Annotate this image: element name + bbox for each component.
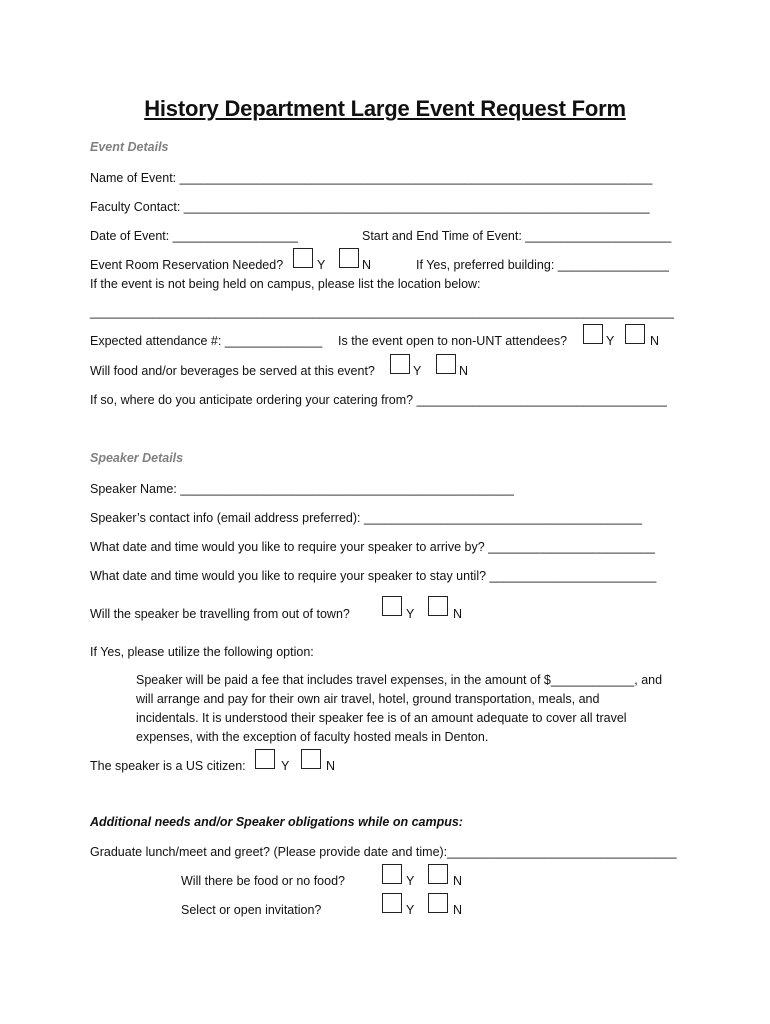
invitation-type-label: Select or open invitation?	[181, 903, 322, 917]
attendance-field[interactable]: Expected attendance #: ______________	[90, 334, 323, 348]
speaker-stay-field[interactable]: What date and time would you like to require your speaker to stay until? ________________________	[90, 569, 657, 583]
form-title: History Department Large Event Request Form	[144, 96, 626, 121]
additional-needs-heading: Additional needs and/or Speaker obligations while on campus:	[90, 815, 463, 829]
offcampus-instruction: If the event is not being held on campus, please list the location below:	[90, 277, 481, 291]
room-reservation-label: Event Room Reservation Needed?	[90, 258, 284, 272]
yes-label: Y	[413, 364, 422, 378]
yes-label: Y	[606, 334, 615, 348]
non-unt-yes-checkbox[interactable]	[583, 324, 603, 344]
speaker-travel-yes-checkbox[interactable]	[382, 596, 402, 616]
yes-label: Y	[281, 759, 290, 773]
food-or-no-food-no-checkbox[interactable]	[428, 864, 448, 884]
no-label: N	[453, 607, 463, 621]
non-unt-no-checkbox[interactable]	[625, 324, 645, 344]
us-citizen-no-checkbox[interactable]	[301, 749, 321, 769]
preferred-building-field[interactable]: If Yes, preferred building: ________________	[416, 258, 669, 272]
no-label: N	[326, 759, 336, 773]
food-served-yes-checkbox[interactable]	[390, 354, 410, 374]
speaker-name-field[interactable]: Speaker Name: ________________________________________________	[90, 482, 515, 496]
us-citizen-yes-checkbox[interactable]	[255, 749, 275, 769]
no-label: N	[362, 258, 372, 272]
catering-field[interactable]: If so, where do you anticipate ordering your catering from? ____________________________________	[90, 393, 667, 407]
yes-label: Y	[317, 258, 326, 272]
room-reservation-yes-checkbox[interactable]	[293, 248, 313, 268]
paragraph-line: will arrange and pay for their own air travel, hotel, ground transportation, meals, and	[136, 692, 600, 706]
speaker-arrive-field[interactable]: What date and time would you like to require your speaker to arrive by? ________________________	[90, 540, 655, 554]
food-or-no-food-yes-checkbox[interactable]	[382, 864, 402, 884]
offcampus-location-field[interactable]: ____________________________________________________________________________________	[90, 305, 674, 319]
food-or-no-food-label: Will there be food or no food?	[181, 874, 345, 888]
us-citizen-label: The speaker is a US citizen:	[90, 759, 246, 773]
faculty-contact-field[interactable]: Faculty Contact: ___________________________________________________________________	[90, 200, 650, 214]
no-label: N	[453, 903, 463, 917]
graduate-lunch-field[interactable]: Graduate lunch/meet and greet? (Please provide date and time):_________________________________	[90, 845, 677, 859]
no-label: N	[459, 364, 469, 378]
speaker-fee-paragraph	[136, 671, 696, 747]
event-time-field[interactable]: Start and End Time of Event: _____________________	[362, 229, 672, 243]
yes-label: Y	[406, 607, 415, 621]
event-date-field[interactable]: Date of Event: __________________	[90, 229, 298, 243]
speaker-contact-field[interactable]: Speaker’s contact info (email address preferred): ________________________________________	[90, 511, 643, 525]
paragraph-line: Speaker will be paid a fee that includes travel expenses, in the amount of $____________, and	[136, 673, 663, 687]
speaker-travel-no-checkbox[interactable]	[428, 596, 448, 616]
speaker-travel-label: Will the speaker be travelling from out of town?	[90, 607, 350, 621]
no-label: N	[453, 874, 463, 888]
food-served-no-checkbox[interactable]	[436, 354, 456, 374]
yes-label: Y	[406, 903, 415, 917]
invitation-type-yes-checkbox[interactable]	[382, 893, 402, 913]
paragraph-line: expenses, with the exception of faculty hosted meals in Denton.	[136, 730, 489, 744]
room-reservation-no-checkbox[interactable]	[339, 248, 359, 268]
travel-option-instruction: If Yes, please utilize the following option:	[90, 645, 314, 659]
no-label: N	[650, 334, 660, 348]
section-heading-event-details: Event Details	[90, 140, 169, 154]
food-served-label: Will food and/or beverages be served at this event?	[90, 364, 375, 378]
section-heading-speaker-details: Speaker Details	[90, 451, 184, 465]
yes-label: Y	[406, 874, 415, 888]
paragraph-line: incidentals. It is understood their speaker fee is of an amount adequate to cover all travel	[136, 711, 627, 725]
non-unt-label: Is the event open to non-UNT attendees?	[338, 334, 568, 348]
invitation-type-no-checkbox[interactable]	[428, 893, 448, 913]
event-name-field[interactable]: Name of Event: ____________________________________________________________________	[90, 171, 653, 185]
